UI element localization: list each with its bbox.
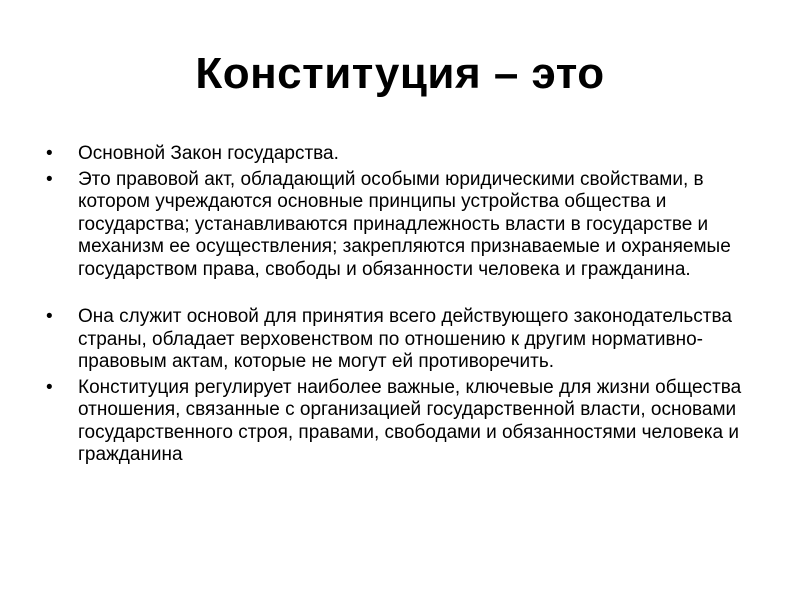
bullet-icon: • <box>46 168 53 190</box>
bullet-item-main-law <box>44 143 764 166</box>
bullet-item-basis-legislation <box>44 306 764 374</box>
bullet-icon: • <box>46 143 53 164</box>
bullet-text: Это правовой акт, обладающий особыми юридическими свойствами, в котором учреждаются основные принципы устройства общества и государства; устанавливаются принадлежность власти в государстве и механизм ее осуществления; закрепляются признаваемые и охраняемые государством права, свободы и обязанности человека и гражданина. <box>78 168 731 280</box>
bullet-item-regulates-relations <box>44 377 764 467</box>
bullet-icon: • <box>46 376 53 398</box>
bullet-item-legal-act <box>44 169 764 282</box>
bullet-text: Основной Закон государства. <box>78 143 339 164</box>
bullet-icon: • <box>46 306 53 327</box>
bullet-text: Она служит основой для принятия всего действующего законодательства страны, обладает верховенством по отношению к другим нормативно-правовым актам, которые не могут ей противоречить. <box>78 306 732 372</box>
bullet-list <box>44 143 764 470</box>
slide-title: Конституция – это <box>195 49 605 98</box>
bullet-text: Конституция регулирует наиболее важные, ключевые для жизни общества отношения, связанные с организацией государственной власти, основами государственного строя, правами, свободами и обязанностями человека и гражданина <box>78 376 742 465</box>
